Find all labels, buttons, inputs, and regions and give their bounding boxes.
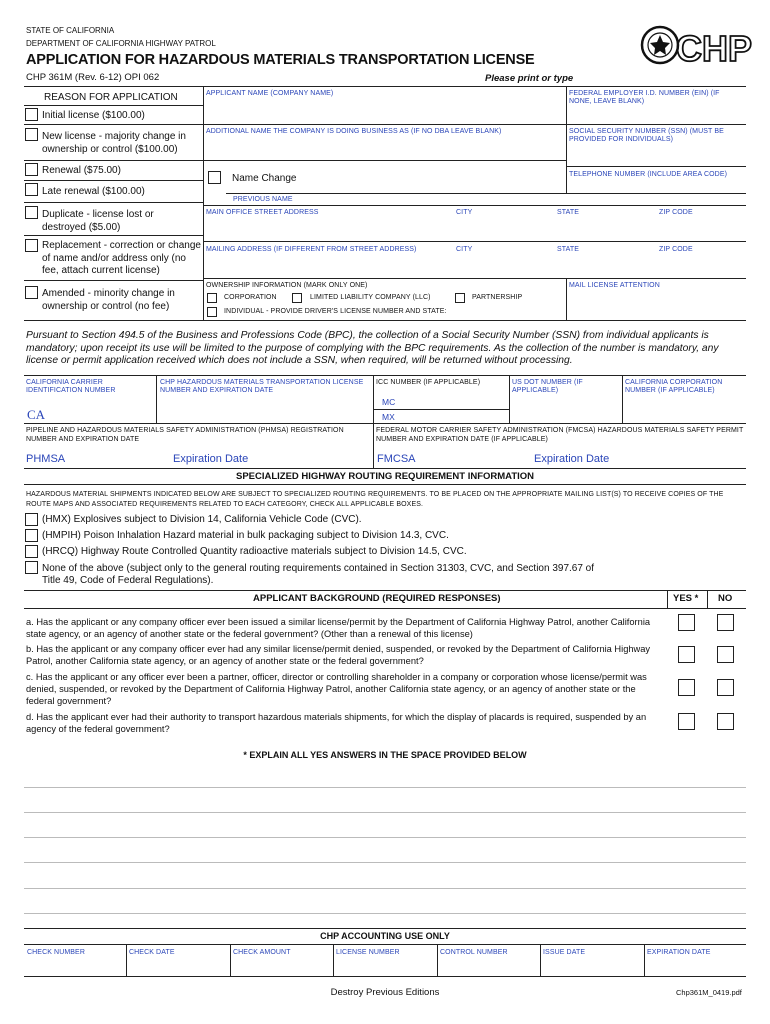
phmsa-prefix: PHMSA — [26, 453, 66, 465]
renewal-checkbox[interactable] — [25, 163, 38, 176]
individual-checkbox[interactable] — [207, 307, 217, 317]
question-d-yes-checkbox[interactable] — [678, 713, 695, 730]
mail-attention-label: MAIL LICENSE ATTENTION — [569, 282, 660, 289]
explanation-area[interactable] — [24, 762, 746, 922]
reason-late-label: Late renewal ($100.00) — [42, 186, 145, 197]
usdot-field[interactable] — [511, 397, 621, 421]
reason-renewal-label: Renewal ($75.00) — [42, 165, 121, 176]
chp-license-label: CHP HAZARDOUS MATERIALS TRANSPORTATION LICENSE NUMBER AND EXPIRATION DATE — [160, 379, 364, 394]
ein-field[interactable] — [567, 108, 745, 124]
form-title: APPLICATION FOR HAZARDOUS MATERIALS TRANSPORTATION LICENSE — [26, 52, 535, 68]
question-a-yes-checkbox[interactable] — [678, 614, 695, 631]
none-checkbox[interactable] — [25, 561, 38, 574]
background-heading: APPLICANT BACKGROUND (REQUIRED RESPONSES) — [253, 593, 501, 604]
amended-checkbox[interactable] — [25, 286, 38, 299]
question-c: c. Has the applicant or any officer ever been a partner, officer, director or controlling shareholder in a company or corporation whose license/permit was denied, suspended, or revoked by the Department of California Highway Patrol, another California state agency, or an agency of another state or the federal government? — [26, 672, 647, 706]
ca-corp-label: CALIFORNIA CORPORATION NUMBER (IF APPLICABLE) — [625, 379, 723, 394]
accounting-heading: CHP ACCOUNTING USE ONLY — [320, 931, 450, 941]
acct-control-number: CONTROL NUMBER — [440, 949, 508, 956]
chp-license-field[interactable] — [158, 397, 371, 421]
applicant-name-label: APPLICANT NAME (COMPANY NAME) — [206, 90, 334, 97]
logo-text: CHP — [676, 28, 753, 69]
state-label-1: STATE — [557, 209, 580, 216]
hmx-checkbox[interactable] — [25, 513, 38, 526]
phmsa-exp-label: Expiration Date — [173, 453, 249, 465]
ein-label: FEDERAL EMPLOYER I.D. NUMBER (EIN) (IF NONE, LEAVE BLANK) — [569, 90, 720, 105]
destroy-note: Destroy Previous Editions — [330, 987, 440, 998]
usdot-label: US DOT NUMBER (IF APPLICABLE) — [512, 379, 583, 394]
acct-license-number: LICENSE NUMBER — [336, 949, 400, 956]
reason-initial-label: Initial license ($100.00) — [42, 110, 145, 121]
phmsa-exp-field[interactable] — [258, 451, 370, 465]
ca-carrier-label: CALIFORNIA CARRIER IDENTIFICATION NUMBER — [26, 379, 116, 394]
acct-check-date: CHECK DATE — [129, 949, 175, 956]
routing-heading: SPECIALIZED HIGHWAY ROUTING REQUIREMENT INFORMATION — [235, 471, 535, 482]
mx-field[interactable] — [400, 411, 505, 423]
mc-prefix: MC — [382, 397, 396, 407]
ca-prefix: CA — [27, 407, 46, 422]
dba-field[interactable] — [204, 136, 566, 159]
question-d-no-checkbox[interactable] — [717, 713, 734, 730]
late-renewal-checkbox[interactable] — [25, 183, 38, 196]
hmpih-checkbox[interactable] — [25, 529, 38, 542]
yes-heading: YES * — [673, 593, 699, 604]
ssn-notice: Pursuant to Section 494.5 of the Business and Professions Code (BPC), the collection of a Social Security Number (SSN) from individual applicants is mandatory; upon receipt its use will be limited to the purpose of complying with the BPC requirements. As the collection of the number is mandatory, any license or permit application received which does not include a SSN, when required, will be returned without processing. — [26, 330, 719, 366]
chp-logo — [640, 22, 753, 69]
ownership-label: OWNERSHIP INFORMATION (MARK ONLY ONE) — [206, 282, 368, 289]
reason-amended-label: Amended - minority change in ownership or control (no fee) — [42, 288, 175, 312]
icc-label: ICC NUMBER (IF APPLICABLE) — [376, 379, 481, 386]
print-note: Please print or type — [485, 73, 574, 84]
fmcsa-label: FEDERAL MOTOR CARRIER SAFETY ADMINISTRATION (FMCSA) HAZARDOUS MATERIALS SAFETY PERMIT NUMBER AND EXPIRATION DATE (IF APPLICABLE) — [376, 427, 744, 443]
routing-none-label: None of the above (subject only to the general routing requirements contained in Section 31303, CVC, and Section 397.67 of Title 49, Code of Federal Regulations). — [42, 563, 595, 586]
fmcsa-prefix: FMCSA — [377, 453, 416, 465]
zip-label-2: ZIP CODE — [659, 246, 693, 253]
partnership-label: PARTNERSHIP — [472, 294, 523, 301]
new-license-checkbox[interactable] — [25, 128, 38, 141]
replacement-checkbox[interactable] — [25, 239, 38, 252]
name-change-label: Name Change — [232, 173, 297, 184]
corporation-label: CORPORATION — [224, 294, 277, 301]
mailing-address-field[interactable] — [204, 254, 746, 278]
state-label: STATE OF CALIFORNIA — [26, 26, 115, 35]
initial-license-checkbox[interactable] — [25, 108, 38, 121]
explain-heading: * EXPLAIN ALL YES ANSWERS IN THE SPACE PROVIDED BELOW — [243, 750, 527, 760]
ca-corp-field[interactable] — [624, 397, 745, 421]
main-office-field[interactable] — [204, 217, 746, 241]
applicant-name-field[interactable] — [204, 98, 566, 124]
ca-carrier-field[interactable] — [48, 405, 153, 421]
question-a: a. Has the applicant or any company officer ever been issued a similar license/permit by the Department of California Highway Patrol, another California state agency, or an agency of another state or the federal government? (Other than a renewal of this license) — [26, 617, 651, 639]
acct-expiration-date: EXPIRATION DATE — [647, 949, 711, 956]
routing-intro: HAZARDOUS MATERIAL SHIPMENTS INDICATED BELOW ARE SUBJECT TO SPECIALIZED ROUTING REQUIREMENTS. TO BE PLACED ON THE APPROPRIATE MAILING LIST(S) TO RECEIVE COPIES OF THE ROUTE MAPS AND ASSOCIATED REQUIREMENTS RELATED TO EACH CATEGORY, CHECK ALL APPLICABLE BOXES. — [26, 491, 724, 508]
fmcsa-field[interactable] — [420, 451, 530, 465]
file-name: Chp361M_0419.pdf — [676, 988, 742, 997]
llc-label: LIMITED LIABILITY COMPANY (LLC) — [310, 294, 431, 301]
question-b: b. Has the applicant or any company officer ever had any similar license/permit denied, suspended, or revoked by the Department of California Highway Patrol, another California state agency, or an agency of another state or the federal government? — [26, 644, 651, 666]
routing-hrcq-label: (HRCQ) Highway Route Controlled Quantity radioactive materials subject to Division 14.5, CVC. — [42, 546, 467, 557]
name-change-checkbox[interactable] — [208, 171, 221, 184]
mx-prefix: MX — [382, 412, 395, 422]
mailing-address-label: MAILING ADDRESS (IF DIFFERENT FROM STREET ADDRESS) — [206, 246, 417, 253]
routing-hmpih-label: (HMPIH) Poison Inhalation Hazard material in bulk packaging subject to Division 14.3, CVC. — [42, 530, 449, 541]
acct-issue-date: ISSUE DATE — [543, 949, 586, 956]
city-label-2: CITY — [456, 246, 473, 253]
question-c-yes-checkbox[interactable] — [678, 679, 695, 696]
duplicate-checkbox[interactable] — [25, 206, 38, 219]
telephone-field[interactable] — [567, 179, 745, 193]
partnership-checkbox[interactable] — [455, 293, 465, 303]
individual-label: INDIVIDUAL - PROVIDE DRIVER'S LICENSE NUMBER AND STATE: — [224, 308, 447, 315]
reason-new-label: New license - majority change in ownership or control ($100.00) — [42, 131, 186, 155]
state-label-2: STATE — [557, 246, 580, 253]
reason-duplicate-label: Duplicate - license lost or destroyed ($5.00) — [42, 209, 154, 233]
acct-check-amount: CHECK AMOUNT — [233, 949, 291, 956]
fmcsa-exp-label: Expiration Date — [534, 453, 610, 465]
telephone-label: TELEPHONE NUMBER (INCLUDE AREA CODE) — [569, 171, 728, 178]
previous-name-label: PREVIOUS NAME — [233, 196, 293, 203]
corporation-checkbox[interactable] — [207, 293, 217, 303]
question-c-no-checkbox[interactable] — [717, 679, 734, 696]
ssn-label: SOCIAL SECURITY NUMBER (SSN) (MUST BE PROVIDED FOR INDIVIDUALS) — [569, 128, 724, 143]
reason-heading: REASON FOR APPLICATION — [44, 92, 178, 103]
question-a-no-checkbox[interactable] — [717, 614, 734, 631]
routing-hmx-label: (HMX) Explosives subject to Division 14, California Vehicle Code (CVC). — [42, 514, 362, 525]
question-b-yes-checkbox[interactable] — [678, 646, 695, 663]
reason-replacement-label: Replacement - correction or change of name and/or address only (no fee, attach current license) — [42, 240, 201, 276]
hrcq-checkbox[interactable] — [25, 545, 38, 558]
mc-field[interactable] — [400, 395, 505, 407]
form-number: CHP 361M (Rev. 6-12) OPI 062 — [26, 72, 160, 83]
phmsa-field[interactable] — [70, 451, 170, 465]
main-office-label: MAIN OFFICE STREET ADDRESS — [206, 209, 319, 216]
acct-check-number: CHECK NUMBER — [27, 949, 85, 956]
question-b-no-checkbox[interactable] — [717, 646, 734, 663]
mail-attention-field[interactable] — [567, 290, 745, 318]
city-label-1: CITY — [456, 209, 473, 216]
phmsa-label: PIPELINE AND HAZARDOUS MATERIALS SAFETY ADMINISTRATION (PHMSA) REGISTRATION NUMBER AND EXPIRATION DATE — [26, 427, 344, 443]
dba-label: ADDITIONAL NAME THE COMPANY IS DOING BUSINESS AS (IF NO DBA LEAVE BLANK) — [206, 128, 502, 135]
department-label: DEPARTMENT OF CALIFORNIA HIGHWAY PATROL — [26, 39, 216, 48]
llc-checkbox[interactable] — [292, 293, 302, 303]
fmcsa-exp-field[interactable] — [618, 451, 744, 465]
ssn-field[interactable] — [567, 145, 745, 165]
no-heading: NO — [718, 593, 733, 604]
question-d: d. Has the applicant ever had their authority to transport hazardous materials shipments, for which the display of placards is required, suspended by an agency of the federal government? — [26, 712, 647, 734]
zip-label-1: ZIP CODE — [659, 209, 693, 216]
